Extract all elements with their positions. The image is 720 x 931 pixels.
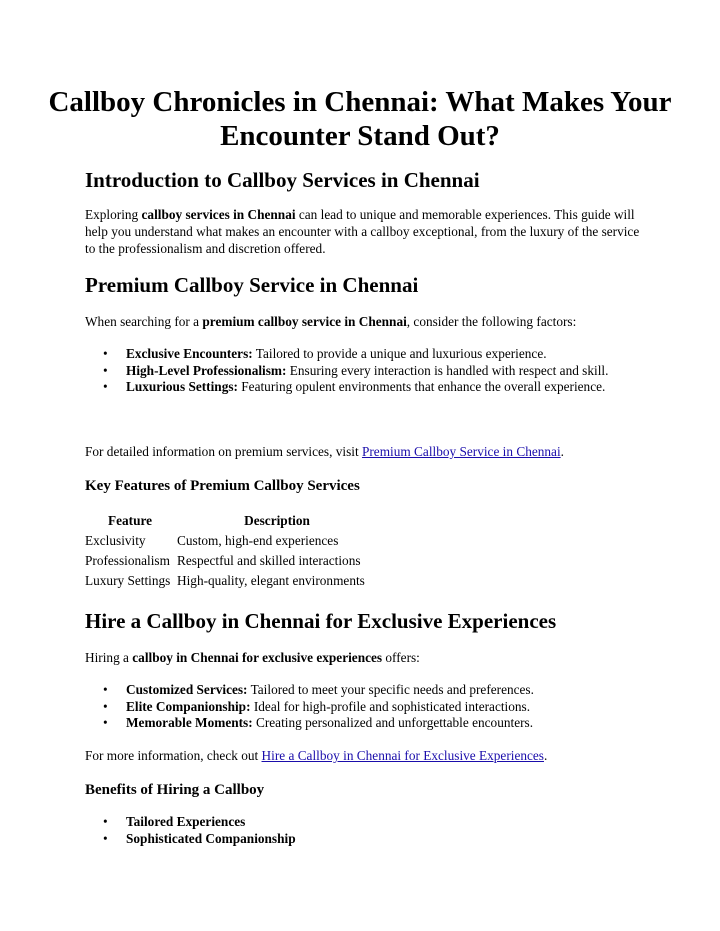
table-row: [84, 551, 378, 571]
bullet-icon: •: [103, 698, 108, 714]
list-item: • Elite Companionship: Ideal for high-profile and sophisticated interactions.: [103, 698, 531, 714]
premium-text-post: , consider the following factors:: [406, 314, 577, 329]
premium-heading: Premium Callboy Service in Chennai: [85, 273, 419, 297]
premium-link-paragraph: For detailed information on premium services, visit Premium Callboy Service in Chennai.: [85, 444, 564, 459]
hire-callboy-link[interactable]: Hire a Callboy in Chennai for Exclusive Experiences: [261, 748, 544, 763]
features-table: [84, 511, 378, 591]
benefits-heading: Benefits of Hiring a Callboy: [85, 782, 265, 798]
table-cell: Luxury Settings: [85, 573, 171, 588]
intro-paragraph: [85, 206, 645, 257]
list-item: • High-Level Professionalism: Ensuring every interaction is handled with respect and skill.: [103, 362, 609, 378]
bullet-icon: •: [103, 715, 108, 730]
premium-text-pre: When searching for a: [85, 314, 203, 329]
list-item: • Luxurious Settings: Featuring opulent environments that enhance the overall experience.: [103, 379, 606, 394]
benefits-list: [85, 814, 645, 847]
premium-list: [85, 346, 630, 396]
list-item: • Customized Services: Tailored to meet your specific needs and preferences.: [103, 682, 534, 697]
page-title: Callboy Chronicles in Chennai: What Makes Your Encounter Stand Out?: [48, 86, 672, 152]
hire-link-paragraph: For more information, check out Hire a Callboy in Chennai for Exclusive Experiences.: [85, 748, 548, 763]
bullet-icon: •: [103, 379, 108, 394]
bullet-icon: •: [103, 814, 108, 829]
list-item: • Tailored Experiences: [103, 814, 246, 829]
intro-heading: Introduction to Callboy Services in Chennai: [85, 168, 480, 192]
premium-text-bold: premium callboy service in Chennai: [202, 314, 407, 329]
table-row: [84, 571, 378, 591]
list-item: • Exclusive Encounters: Tailored to provide a unique and luxurious experience.: [103, 346, 547, 361]
hire-paragraph: Hiring a callboy in Chennai for exclusive experiences offers:: [85, 650, 420, 665]
list-item: • Sophisticated Companionship: [103, 830, 296, 846]
premium-service-link[interactable]: Premium Callboy Service in Chennai: [361, 444, 561, 459]
table-header-row: [84, 511, 378, 531]
table-cell: Respectful and skilled interactions: [177, 553, 361, 568]
column-header-feature: Feature: [107, 513, 153, 528]
bullet-icon: •: [103, 830, 108, 846]
bullet-icon: •: [103, 682, 108, 697]
intro-text-bold: callboy services in Chennai: [141, 207, 296, 222]
table-row: [84, 531, 378, 551]
table-cell: Exclusivity: [85, 533, 146, 548]
hire-list: [85, 682, 645, 732]
features-heading: Key Features of Premium Callboy Services: [85, 478, 360, 494]
table-cell: Custom, high-end experiences: [177, 533, 339, 548]
column-header-description: Description: [244, 513, 310, 528]
hire-heading: Hire a Callboy in Chennai for Exclusive Experiences: [85, 609, 557, 633]
intro-text-post: can lead to unique and memorable experiences. This guide will help you understand what makes an encounter with a callboy exceptional, from the luxury of the service to the professionalism and discretion offered.: [85, 207, 640, 256]
intro-text-pre: Exploring: [85, 207, 142, 222]
premium-paragraph: [85, 313, 665, 330]
table-cell: Professionalism: [85, 553, 170, 568]
table-cell: High-quality, elegant environments: [177, 573, 365, 588]
bullet-icon: •: [103, 362, 108, 378]
bullet-icon: •: [103, 346, 108, 361]
list-item: • Memorable Moments: Creating personalized and unforgettable encounters.: [103, 715, 534, 730]
